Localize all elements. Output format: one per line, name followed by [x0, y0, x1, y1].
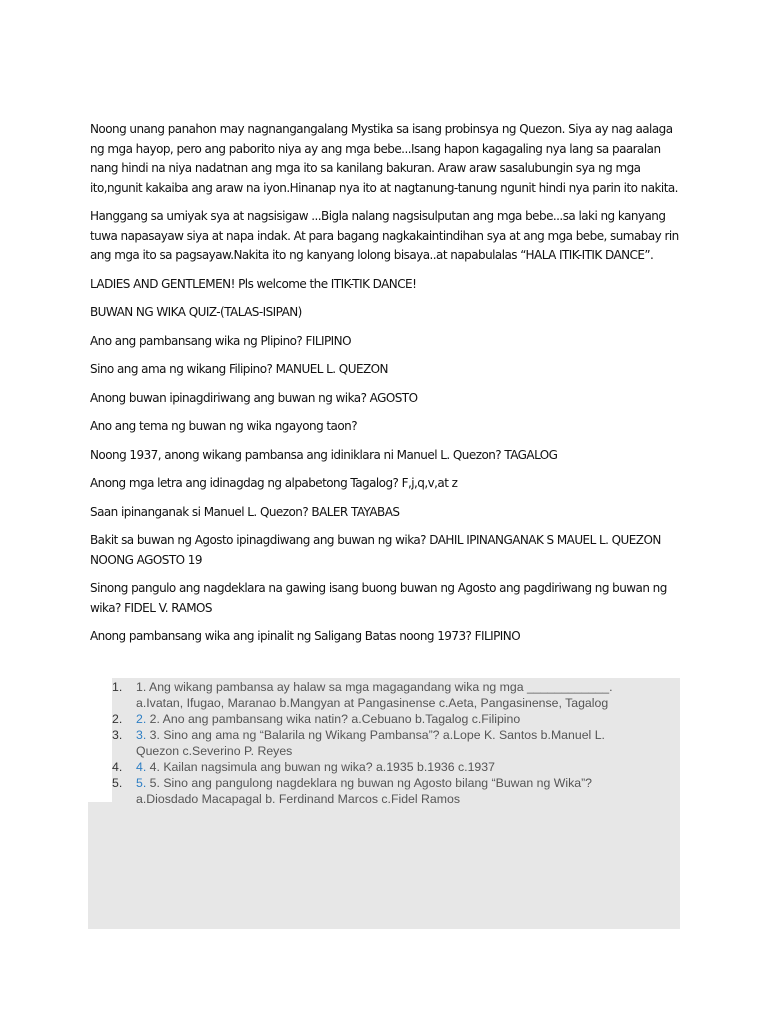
list-inner-number: 1.	[136, 680, 147, 694]
list-number: 1.	[112, 680, 123, 694]
list-inner-number: 5.	[136, 776, 147, 790]
story-paragraph-2: Hanggang sa umiyak sya at nagsisigaw ...Bigla nalang nagsisulputan ang mga bebe...sa laki ng kanyang tuwa napasayaw siya at napa indak. At para bagang nagkakaintindihan sya at ang mga bebe, sumabay rin ang mga ito sa pagsayaw.Nakita ito ng kanyang lolong bisaya..at napabulalas “HALA ITIK-ITIK DANCE”.	[90, 209, 679, 262]
list-item	[88, 679, 680, 711]
list-item-text: 3. Sino ang ama ng “Balarila ng Wikang Pambansa”? a.Lope K. Santos b.Manuel L. Quezon c.Severino P. Reyes	[136, 728, 605, 758]
quiz-question-6: Anong mga letra ang idinagdag ng alpabetong Tagalog? F,j,q,v,at z	[90, 476, 458, 490]
list-inner-number: 3.	[136, 728, 147, 742]
quiz-question-10: Anong pambansang wika ang ipinalit ng Saligang Batas noong 1973? FILIPINO	[90, 629, 521, 643]
list-inner-number: 2.	[136, 712, 147, 726]
quiz-question-3: Anong buwan ipinagdiriwang ang buwan ng wika? AGOSTO	[90, 390, 418, 405]
quiz-question-9: Sinong pangulo ang nagdeklara na gawing isang buong buwan ng Agosto ang pagdiriwang ng buwan ng wika? FIDEL V. RAMOS	[90, 581, 667, 615]
list-number: 3.	[112, 728, 123, 742]
list-item	[88, 775, 680, 807]
list-item	[88, 727, 680, 759]
list-item-text: 4. Kailan nagsimula ang buwan ng wika? a.1935 b.1936 c.1937	[146, 760, 495, 774]
list-item	[88, 711, 680, 727]
story-paragraph-1: Noong unang panahon may nagnangangalang Mystika sa isang probinsya ng Quezon. Siya ay nag aalaga ng mga hayop, pero ang paborito niya ay ang mga bebe...Isang hapon kagagaling nya lang sa paaralan nang hindi na niya nadatnan ang mga ito sa kanilang bakuran. Araw araw sasalubungin sya ng mga ito,ngunit kakaiba ang araw na iyon.Hinanap nya ito at nagtanung-tanung ngunit hindi nya parin ito nakita.	[90, 122, 678, 195]
quiz-question-7: Saan ipinanganak si Manuel L. Quezon? BALER TAYABAS	[90, 504, 400, 519]
announcement-line: LADIES AND GENTLEMEN! Pls welcome the ITIK-TIK DANCE!	[90, 276, 417, 291]
quiz-question-1: Ano ang pambansang wika ng Plipino? FILIPINO	[90, 333, 351, 348]
document-body	[90, 120, 685, 656]
quiz-question-4: Ano ang tema ng buwan ng wika ngayong taon?	[90, 419, 358, 433]
list-number: 5.	[112, 776, 123, 790]
list-inner-number: 4.	[136, 760, 147, 774]
list-number: 2.	[112, 712, 123, 726]
list-item-text: 5. Sino ang pangulong nagdeklara ng buwan ng Agosto bilang “Buwan ng Wika”? a.Diosdado Macapagal b. Ferdinand Marcos c.Fidel Ramos	[136, 776, 593, 806]
quiz-question-5: Noong 1937, anong wikang pambansa ang idiniklara ni Manuel L. Quezon? TAGALOG	[90, 447, 558, 462]
quiz-question-8: Bakit sa buwan ng Agosto ipinagdiwang ang buwan ng wika? DAHIL IPINANGANAK S MAUEL L. QUEZON NOONG AGOSTO 19	[90, 533, 661, 567]
quiz-heading: BUWAN NG WIKA QUIZ-(TALAS-ISIPAN)	[90, 305, 302, 319]
multiple-choice-list	[88, 679, 680, 807]
list-item-text: Ang wikang pambansa ay halaw sa mga magagandang wika ng mga ____________. a.Ivatan, Ifugao, Maranao b.Mangyan at Pangasinense c.Aeta, Pangasinense, Tagalog	[136, 680, 613, 710]
list-item-text: 2. Ano ang pambansang wika natin? a.Cebuano b.Tagalog c.Filipino	[146, 712, 521, 726]
quiz-question-2: Sino ang ama ng wikang Filipino? MANUEL L. QUEZON	[90, 362, 388, 376]
list-item	[88, 759, 680, 775]
list-number: 4.	[112, 760, 123, 774]
